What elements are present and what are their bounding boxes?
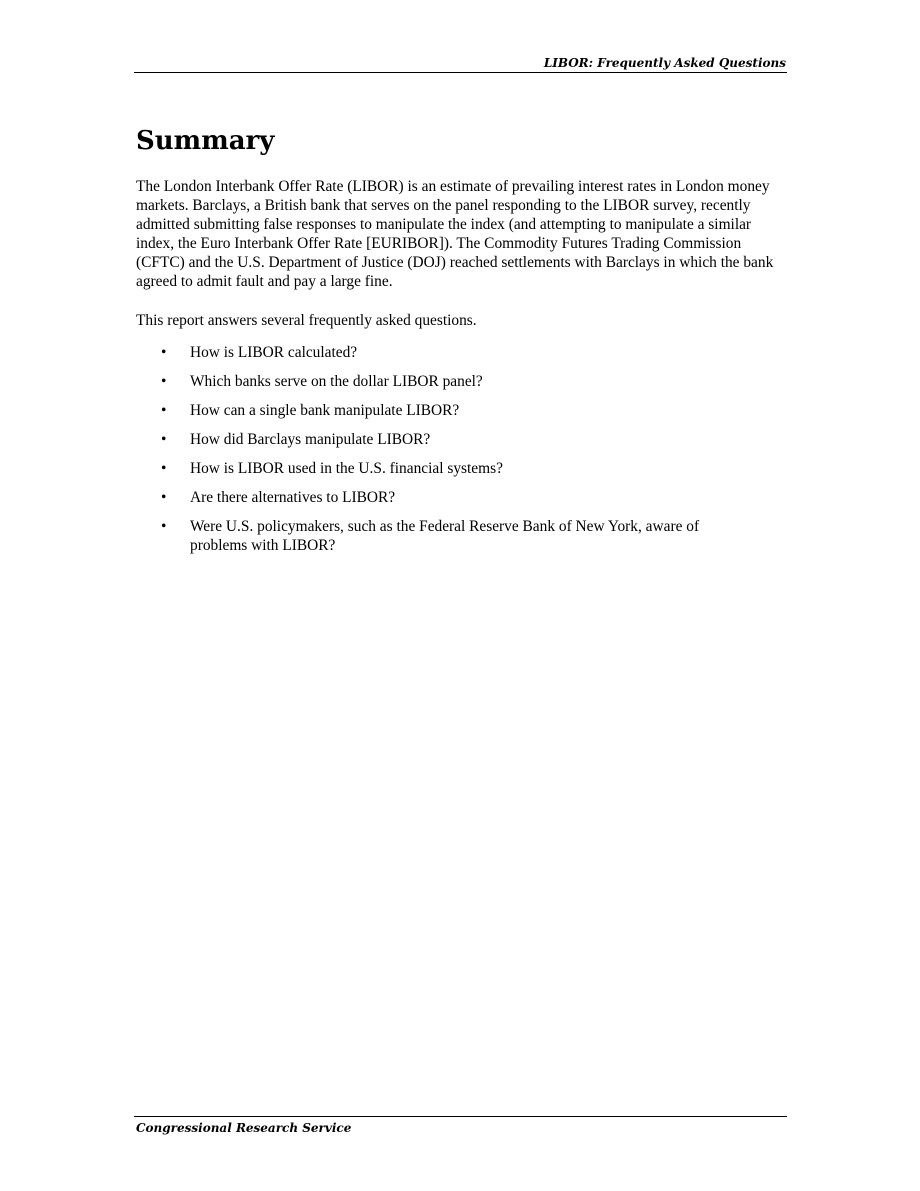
header-rule — [134, 72, 787, 73]
question-item — [136, 517, 730, 555]
question-item — [136, 401, 730, 420]
question-text: How is LIBOR calculated? — [190, 344, 358, 361]
running-footer: Congressional Research Service — [136, 1121, 352, 1135]
intro-paragraph: This report answers several frequently asked questions. — [136, 312, 477, 329]
questions-list — [136, 343, 786, 565]
page-title: Summary — [136, 126, 275, 156]
bullet-icon: • — [161, 344, 167, 361]
question-text: How did Barclays manipulate LIBOR? — [190, 431, 431, 448]
question-text: How can a single bank manipulate LIBOR? — [190, 402, 460, 419]
question-item — [136, 430, 730, 449]
bullet-icon: • — [161, 373, 167, 390]
question-item — [136, 488, 730, 507]
running-header: LIBOR: Frequently Asked Questions — [543, 56, 786, 70]
bullet-icon: • — [161, 489, 167, 506]
question-item — [136, 343, 730, 362]
bullet-icon: • — [161, 402, 167, 419]
footer-rule — [134, 1116, 787, 1117]
bullet-icon: • — [161, 431, 167, 448]
question-text: Were U.S. policymakers, such as the Federal Reserve Bank of New York, aware of problems with LIBOR? — [190, 518, 700, 554]
question-item — [136, 372, 730, 391]
summary-paragraph: The London Interbank Offer Rate (LIBOR) is an estimate of prevailing interest rates in London money markets. Barclays, a British bank that serves on the panel responding to the LIBOR survey, recently admitted submitting false responses to manipulate the index (and attempting to manipulate a similar index, the Euro Interbank Offer Rate [EURIBOR]). The Commodity Futures Trading Commission (CFTC) and the U.S. Department of Justice (DOJ) reached settlements with Barclays in which the bank agreed to admit fault and pay a large fine. — [136, 178, 774, 290]
question-text: How is LIBOR used in the U.S. financial systems? — [190, 460, 503, 477]
bullet-icon: • — [161, 460, 167, 477]
question-text: Are there alternatives to LIBOR? — [190, 489, 396, 506]
bullet-icon: • — [161, 518, 167, 535]
question-text: Which banks serve on the dollar LIBOR panel? — [190, 373, 483, 390]
question-item — [136, 459, 730, 478]
